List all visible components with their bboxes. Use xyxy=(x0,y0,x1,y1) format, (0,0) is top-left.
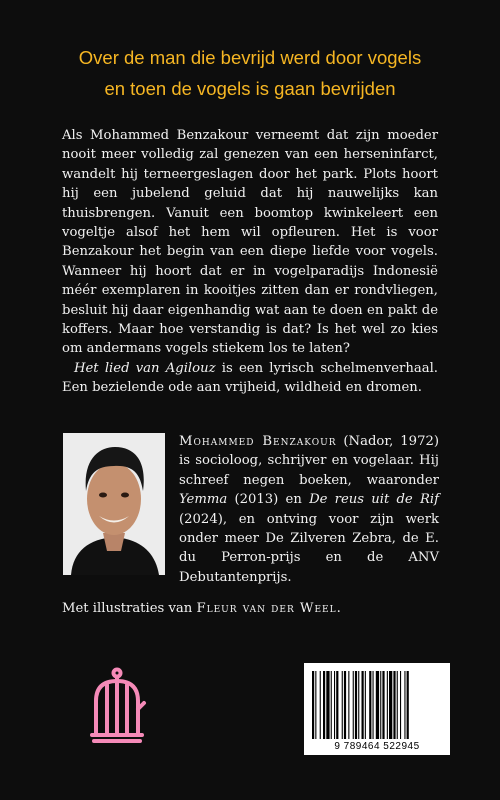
isbn-number: 9 789464 522945 xyxy=(334,741,420,752)
blurb xyxy=(62,126,438,398)
blurb-paragraph-2 xyxy=(62,359,438,398)
author-bio xyxy=(179,432,439,587)
headline-line-2: en toen de vogels is gaan bevrijden xyxy=(104,78,396,99)
book-yemma: Yemma xyxy=(179,492,228,508)
author-bio-text: Mohammed Benzakour (Nador, 1972) is socioloog, schrijver en vogelaar. Hij schreef negen boeken, waaronder Yemma (2013) en De reus uit de Rif (2024), en ontving voor zijn werk onder meer De Zilveren Zebra, de E. du Perron-prijs en de ANV Debutantenprijs. xyxy=(179,434,439,585)
barcode-bars xyxy=(312,671,444,739)
illustration-credit: Met illustraties van Fleur van der Weel. xyxy=(62,601,341,616)
birdcage-icon xyxy=(86,667,148,745)
barcode xyxy=(304,663,450,755)
book-de-reus-uit-de-rif: De reus uit de Rif xyxy=(309,492,439,508)
blurb-paragraph-2-text: is een lyrisch schelmenverhaal. Een bezielende ode aan vrijheid, wildheid en dromen. xyxy=(62,360,438,396)
author-name: Mohammed Benzakour xyxy=(179,434,337,449)
author-photo xyxy=(63,433,165,575)
headline-line-1: Over de man die bevrijd werd door vogels xyxy=(78,47,422,68)
illustrator-name: Fleur van der Weel xyxy=(196,601,337,616)
cover-headline xyxy=(0,42,500,104)
book-title: Het lied van Agilouz xyxy=(74,360,216,376)
blurb-paragraph-1: Als Mohammed Benzakour verneemt dat zijn moeder nooit meer volledig zal genezen van een herseninfarct, wandelt hij terneergeslagen door het park. Plots hoort hij een jubelend geluid dat hij nauwelijks kan thuisbrengen. Vanuit een boomtop kwinkeleert een vogeltje alsof het hem wil opfleuren. Het is voor Benzakour het begin van een diepe liefde voor vogels. Wanneer hij hoort dat er in vogelparadijs Indonesië méér exemplaren in kooitjes zitten dan er rondvliegen, besluit hij daar eigenhandig wat aan te doen en pakt de koffers. Maar hoe verstandig is dat? Is het wel zo kies om andermans vogels stiekem los te laten? xyxy=(62,128,438,357)
